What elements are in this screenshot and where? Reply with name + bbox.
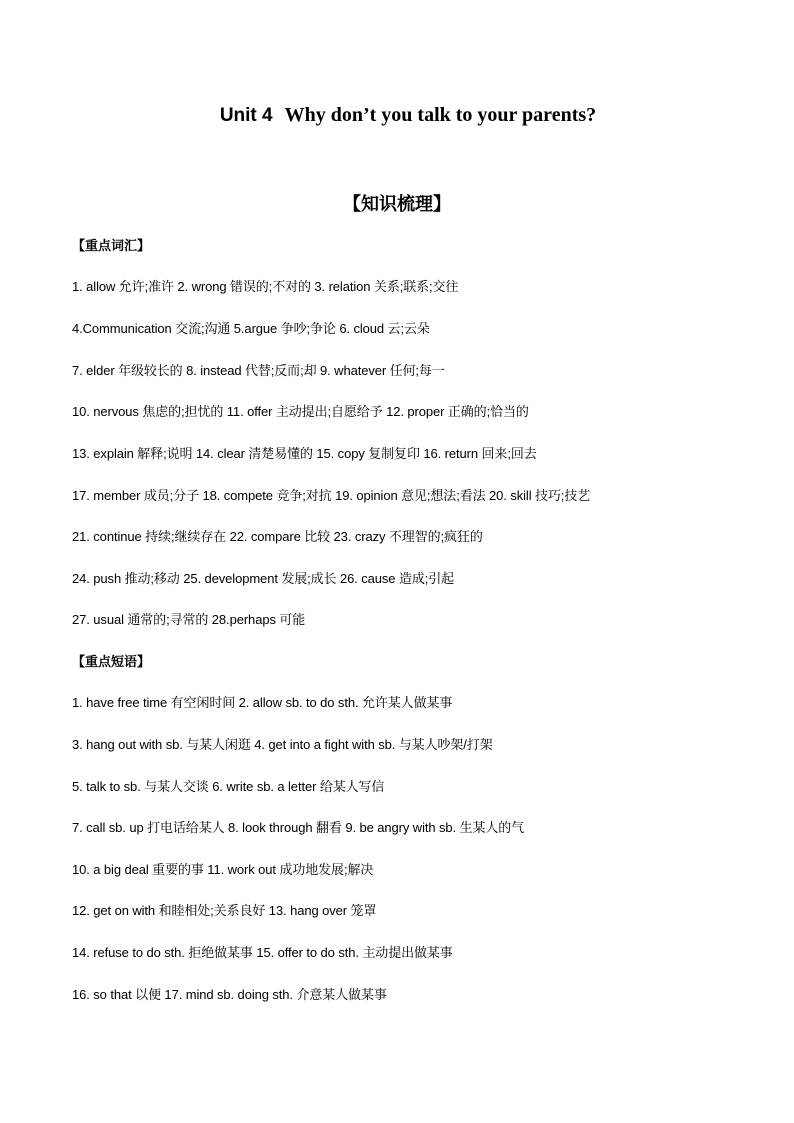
- phrase-line: 5. talk to sb. 与某人交谈 6. write sb. a letter 给某人写信: [72, 779, 385, 794]
- phrase-line: 14. refuse to do sth. 拒绝做某事 15. offer to do sth. 主动提出做某事: [72, 945, 453, 960]
- vocab-line: 21. continue 持续;继续存在 22. compare 比较 23. crazy 不理智的;疯狂的: [72, 529, 483, 544]
- vocab-line: 4.Communication 交流;沟通 5.argue 争吵;争论 6. cloud 云;云朵: [72, 321, 430, 336]
- section-title: 【知识梳理】: [343, 194, 451, 214]
- vocab-line: 13. explain 解释;说明 14. clear 清楚易懂的 15. copy 复制复印 16. return 回来;回去: [72, 446, 537, 461]
- vocab-line: 1. allow 允许;准许 2. wrong 错误的;不对的 3. relation 关系;联系;交往: [72, 279, 459, 294]
- phrases-heading: 【重点短语】: [72, 654, 151, 669]
- vocab-line: 24. push 推动;移动 25. development 发展;成长 26. cause 造成;引起: [72, 571, 455, 586]
- vocab-line: 27. usual 通常的;寻常的 28.perhaps 可能: [72, 612, 306, 627]
- phrase-line: 12. get on with 和睦相处;关系良好 13. hang over 笼罩: [72, 903, 377, 918]
- vocab-line: 17. member 成员;分子 18. compete 竞争;对抗 19. opinion 意见;想法;看法 20. skill 技巧;技艺: [72, 488, 591, 503]
- unit-question: Why don’t you talk to your parents?: [284, 104, 597, 126]
- unit-label: Unit 4: [219, 105, 273, 126]
- phrase-line: 16. so that 以便 17. mind sb. doing sth. 介意某人做某事: [72, 987, 387, 1002]
- phrase-line: 10. a big deal 重要的事 11. work out 成功地发展;解决: [72, 862, 374, 877]
- page-title: [0, 104, 794, 127]
- vocab-line: 10. nervous 焦虑的;担忧的 11. offer 主动提出;自愿给予 12. proper 正确的;恰当的: [72, 404, 529, 419]
- vocab-line: 7. elder 年级较长的 8. instead 代替;反而;却 9. whatever 任何;每一: [72, 363, 445, 378]
- phrase-line: 1. have free time 有空闲时间 2. allow sb. to do sth. 允许某人做某事: [72, 695, 453, 710]
- phrase-line: 7. call sb. up 打电话给某人 8. look through 翻看 9. be angry with sb. 生某人的气: [72, 820, 525, 835]
- phrase-line: 3. hang out with sb. 与某人闲逛 4. get into a fight with sb. 与某人吵架/打架: [72, 737, 493, 752]
- vocab-heading: 【重点词汇】: [72, 238, 151, 253]
